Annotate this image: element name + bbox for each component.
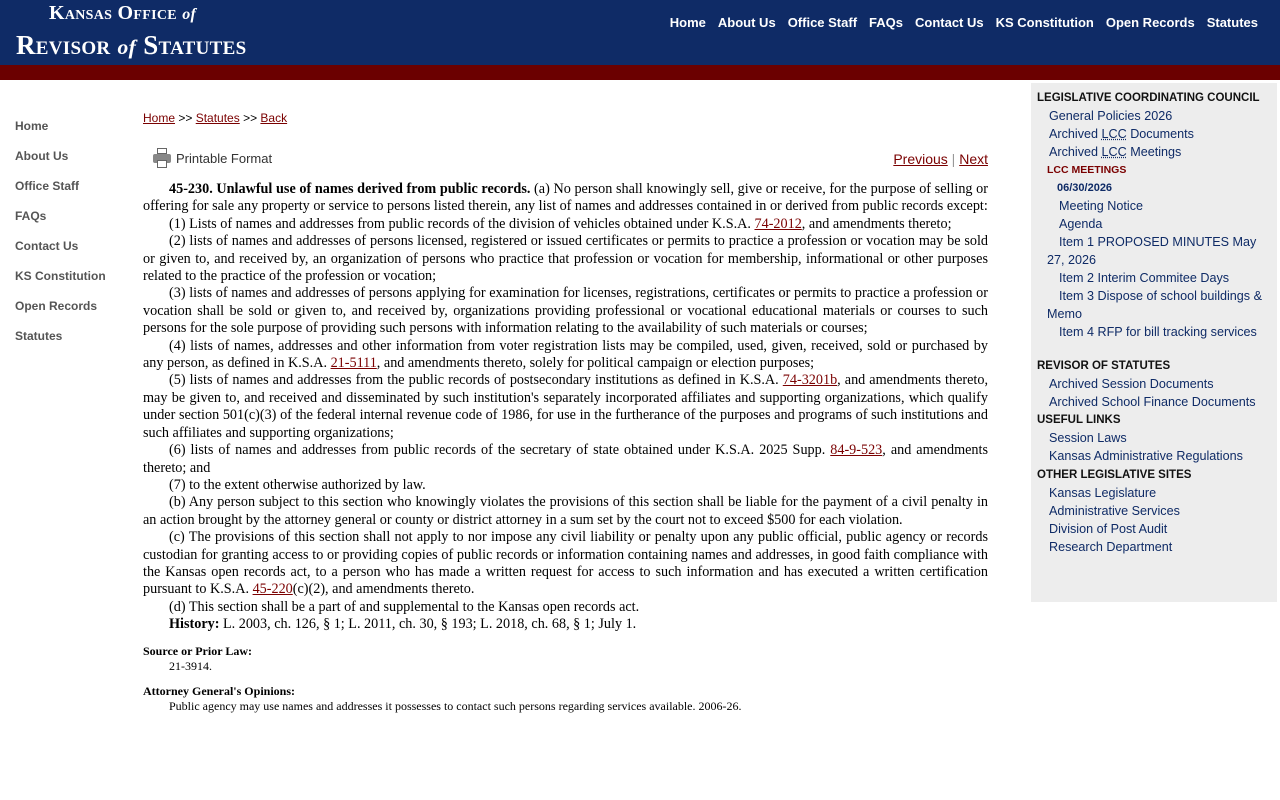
- item-4-rfp-link[interactable]: [1037, 323, 1271, 341]
- link-text: Archived School Finance Documents: [1049, 395, 1256, 409]
- statute-intro-text: (a) No person shall knowingly sell, give or receive, for the purpose of selling or offering for sale any property or service to persons listed therein, any list of names and addresses contained in or derived from public records except:: [143, 181, 988, 215]
- printer-icon: [151, 147, 173, 169]
- statute-para-c: [143, 529, 988, 599]
- top-nav: [658, 15, 1258, 30]
- lcc-heading: LEGISLATIVE COORDINATING COUNCIL: [1037, 92, 1260, 104]
- left-nav: [15, 118, 135, 358]
- printable-format-label: Printable Format: [176, 150, 273, 166]
- logo-text-of: of: [182, 6, 197, 23]
- breadcrumb-statutes[interactable]: Statutes: [195, 111, 240, 125]
- para-text: (c)(2), and amendments thereto.: [292, 581, 475, 598]
- left-nav-statutes[interactable]: Statutes: [15, 329, 63, 343]
- para-text: , and amendments thereto, solely for political campaign or election purposes;: [376, 355, 815, 372]
- statute-para-b: (b) Any person subject to this section who knowingly violates the provisions of this section shall be liable for the payment of a civil penalty in an action brought by the attorney general or county or district attorney in a sum set by the court not to exceed $500 for each violation.: [143, 494, 988, 528]
- para-text: (1) Lists of names and addresses from public records of the division of vehicles obtained under K.S.A.: [169, 215, 755, 232]
- ksa-link-74-2012[interactable]: 74-2012: [754, 215, 802, 232]
- archived-lcc-meetings-link[interactable]: [1037, 143, 1271, 161]
- statute-para-3: (3) lists of names and addresses of persons applying for examination for licenses, registrations, certificates or permits to practice a profession or vocation shall be sold or given to, and received by, organizations providing professional or vocational educational materials or courses to such persons for the sole purpose of providing such persons with information relating to the availability of such materials or courses;: [143, 285, 988, 337]
- previous-link[interactable]: Previous: [893, 151, 948, 167]
- kansas-legislature-link[interactable]: Kansas Legislature: [1049, 486, 1157, 500]
- statute-meta: [143, 644, 988, 714]
- left-nav-faqs[interactable]: FAQs: [15, 209, 47, 223]
- useful-links-heading: USEFUL LINKS: [1037, 414, 1121, 426]
- statute-history: [143, 616, 988, 633]
- administrative-services-link[interactable]: Administrative Services: [1049, 504, 1180, 518]
- session-laws-link[interactable]: Session Laws: [1049, 431, 1127, 445]
- archived-session-documents-link[interactable]: Archived Session Documents: [1049, 377, 1214, 391]
- sidebar-spacer: [1037, 341, 1271, 357]
- breadcrumb-back[interactable]: Back: [260, 111, 288, 125]
- statute-para-d: (d) This section shall be a part of and supplemental to the Kansas open records act.: [169, 598, 640, 615]
- header-stripe: [0, 65, 1280, 80]
- statute-intro: [143, 181, 988, 216]
- statute-para-2: (2) lists of names and addresses of persons licensed, registered or issued certificates or permits to practice a profession or vocation may be sold or given to, and received by, an organization of persons who practice that profession or vocation for membership, informational or other purposes related to the practice of the profession or vocation;: [143, 233, 988, 285]
- statute-para-6: [143, 442, 988, 477]
- para-text: (c) The provisions of this section shall not apply to nor impose any civil liability or penalty upon any public official, public agency or records custodian for granting access to or providing copies of public records or information containing names and addresses, in good faith compliance with the Kansas open records act, to a person who has made a written request for access to such information and has executed a written certification pursuant to K.S.A.: [143, 529, 988, 598]
- link-text: Archived: [1049, 145, 1102, 159]
- item-1-minutes-link[interactable]: [1037, 233, 1271, 269]
- link-text: Documents: [1126, 127, 1194, 141]
- main-content: [143, 111, 988, 724]
- history-label: History:: [169, 616, 220, 633]
- revisor-heading: REVISOR OF STATUTES: [1037, 360, 1171, 372]
- link-text: Item 1 PROPOSED MINUTES May 27, 2026: [1047, 235, 1257, 267]
- para-text: , and amendments thereto; and: [143, 442, 988, 476]
- statute-para-1: [143, 216, 988, 233]
- logo-text-statutes: Statutes: [143, 30, 247, 60]
- link-text: Item 2 Interim Commitee Days: [1059, 271, 1230, 285]
- link-text: Meeting Notice: [1059, 199, 1143, 213]
- statute-title: 45-230. Unlawful use of names derived from public records.: [169, 181, 531, 197]
- statute-para-4: [143, 338, 988, 373]
- logo-text-kansas-office: Kansas Office: [49, 2, 177, 24]
- para-text: , and amendments thereto, may be given to, and received and disseminated by such institution's separately incorporated affiliates and supporting organizations, which qualify under section 501(c)(3) of the federal internal revenue code of 1986, for use in the furtherance of the purposes and programs of such institutions and such affiliates and supporting organizations;: [143, 372, 988, 441]
- top-nav-contact-us[interactable]: Contact Us: [915, 15, 984, 30]
- left-nav-open-records[interactable]: Open Records: [15, 299, 98, 313]
- other-sites-heading: OTHER LEGISLATIVE SITES: [1037, 469, 1192, 481]
- pager: [893, 151, 988, 167]
- left-nav-home[interactable]: Home: [15, 119, 49, 133]
- link-text: Meetings: [1126, 145, 1182, 159]
- printable-format-link[interactable]: [151, 147, 272, 169]
- breadcrumb: [143, 111, 988, 125]
- para-text: (4) lists of names, addresses and other information from voter registration lists may be compiled, used, given, received, sold or purchased by any person, as defined in K.S.A.: [143, 337, 988, 372]
- next-link[interactable]: Next: [959, 151, 988, 167]
- para-text: , and amendments thereto;: [801, 215, 952, 232]
- logo-text-of-2: of: [117, 35, 137, 59]
- left-nav-contact-us[interactable]: Contact Us: [15, 239, 79, 253]
- item-3-school-buildings-link[interactable]: [1037, 287, 1271, 323]
- ksa-link-74-3201b[interactable]: 74-3201b: [782, 372, 838, 389]
- site-header: [0, 0, 1280, 65]
- meeting-date: 06/30/2026: [1057, 182, 1113, 194]
- left-nav-about-us[interactable]: About Us: [15, 149, 69, 163]
- archived-school-finance-link[interactable]: [1037, 393, 1271, 411]
- top-nav-statutes[interactable]: Statutes: [1206, 15, 1258, 30]
- left-nav-office-staff[interactable]: Office Staff: [15, 179, 80, 193]
- breadcrumb-home[interactable]: Home: [143, 111, 176, 125]
- link-text: Archived: [1049, 127, 1102, 141]
- top-nav-about-us[interactable]: About Us: [717, 15, 776, 30]
- top-nav-faqs[interactable]: FAQs: [869, 15, 903, 30]
- top-nav-home[interactable]: Home: [669, 15, 706, 30]
- statute-para-7: (7) to the extent otherwise authorized by law.: [169, 476, 426, 493]
- ag-opinions-value: Public agency may use names and addresses it possesses to contact such persons regarding services available. 2006-26.: [169, 698, 742, 713]
- source-value: 21-3914.: [169, 658, 212, 673]
- ksa-link-45-220[interactable]: 45-220: [252, 581, 293, 598]
- source-label: Source or Prior Law:: [143, 643, 252, 658]
- kar-link[interactable]: Kansas Administrative Regulations: [1049, 449, 1243, 463]
- logo-text-revisor: Revisor: [16, 30, 111, 60]
- para-text: (6) lists of names and addresses from public records of the secretary of state obtained under K.S.A. 2025 Supp.: [169, 442, 831, 459]
- item-2-interim-days-link[interactable]: [1037, 269, 1271, 287]
- research-department-link[interactable]: Research Department: [1049, 540, 1173, 554]
- top-nav-open-records[interactable]: Open Records: [1105, 15, 1195, 30]
- link-text: Item 3 Dispose of school buildings & Memo: [1047, 289, 1263, 321]
- lcc-general-policies-link[interactable]: General Policies 2026: [1049, 109, 1173, 123]
- lcc-abbr: LCC: [1101, 127, 1127, 141]
- breadcrumb-separator: >>: [239, 111, 261, 125]
- statute-para-5: [143, 372, 988, 442]
- history-text: L. 2003, ch. 126, § 1; L. 2011, ch. 30, § 193; L. 2018, ch. 68, § 1; July 1.: [219, 616, 637, 633]
- ksa-link-84-9-523[interactable]: 84-9-523: [830, 442, 883, 459]
- archived-lcc-documents-link[interactable]: [1037, 125, 1271, 143]
- ksa-link-21-5111[interactable]: 21-5111: [330, 355, 377, 372]
- right-sidebar: [1031, 83, 1277, 602]
- agenda-link[interactable]: [1037, 215, 1271, 233]
- para-text: (5) lists of names and addresses from the public records of postsecondary institutions as defined in K.S.A.: [169, 372, 783, 389]
- print-row: [143, 141, 988, 181]
- ag-opinions-label: Attorney General's Opinions:: [143, 683, 295, 698]
- meeting-notice-link[interactable]: [1037, 197, 1271, 215]
- link-text: Agenda: [1059, 217, 1103, 231]
- left-nav-ks-constitution[interactable]: KS Constitution: [15, 269, 106, 283]
- link-text: Item 4 RFP for bill tracking services: [1059, 325, 1257, 339]
- statute-text: [143, 181, 988, 634]
- division-of-post-audit-link[interactable]: Division of Post Audit: [1049, 522, 1168, 536]
- lcc-meetings-heading: LCC MEETINGS: [1047, 164, 1127, 176]
- top-nav-office-staff[interactable]: Office Staff: [787, 15, 858, 30]
- breadcrumb-separator: >>: [175, 111, 196, 125]
- lcc-abbr: LCC: [1101, 145, 1127, 159]
- pager-separator: |: [947, 151, 960, 167]
- top-nav-ks-constitution[interactable]: KS Constitution: [995, 15, 1094, 30]
